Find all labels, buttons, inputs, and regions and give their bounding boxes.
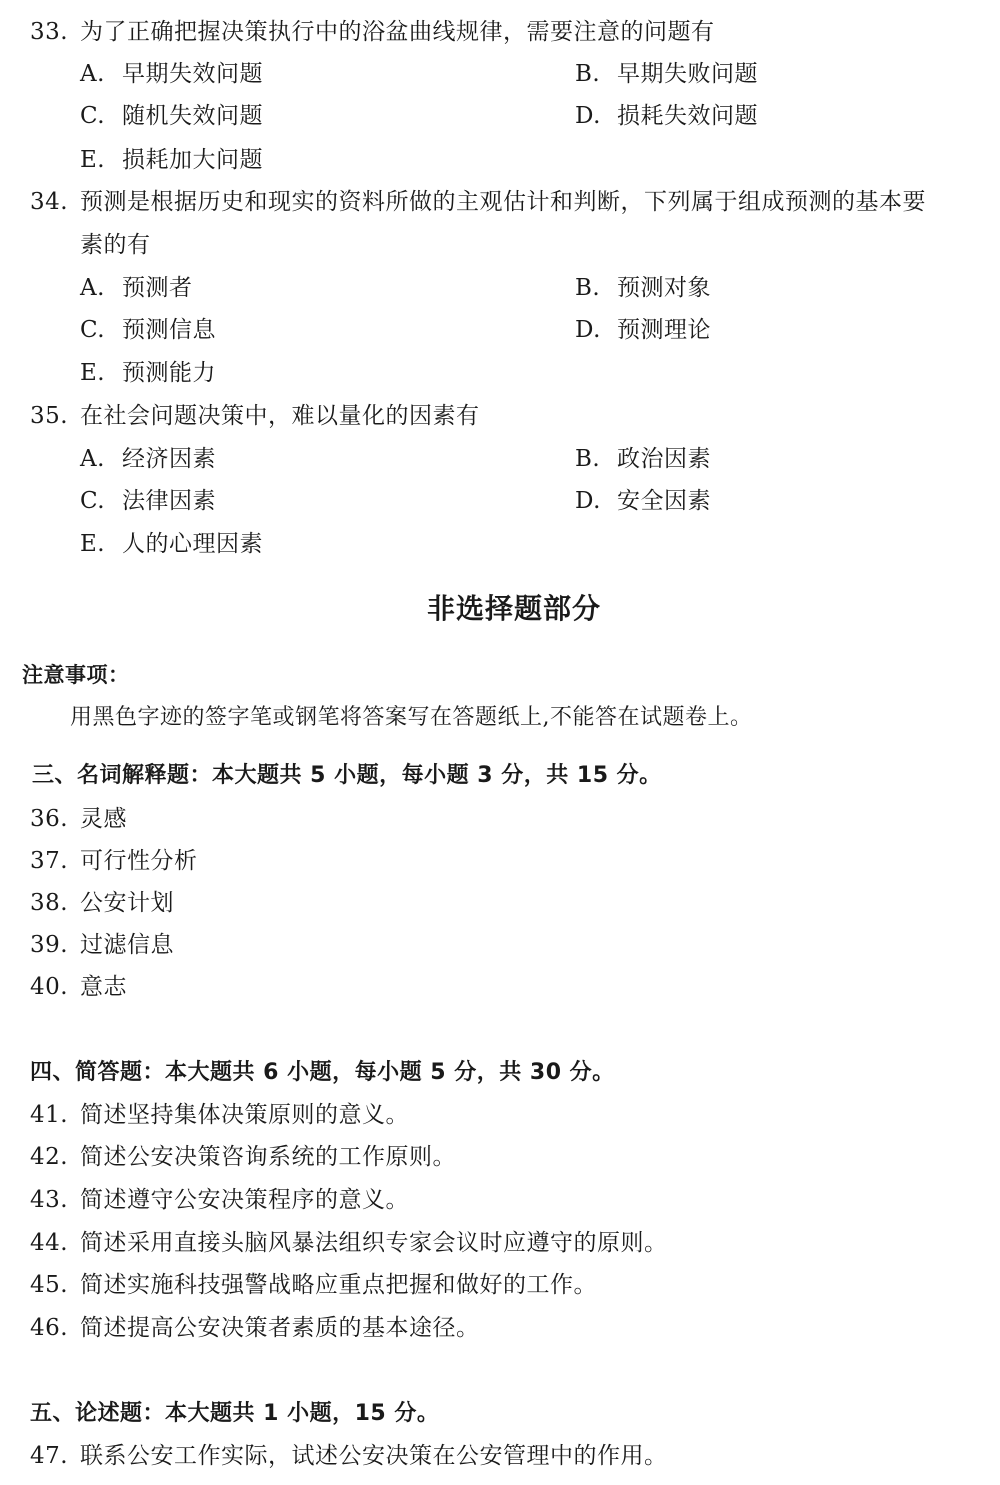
question-text-continued: 素的有: [80, 232, 151, 258]
list-item: [30, 1313, 480, 1343]
option-text: 经济因素: [122, 446, 216, 472]
option-letter: A.: [80, 61, 105, 87]
item-number: 47.: [30, 1443, 69, 1469]
option-letter: A.: [80, 275, 105, 301]
item-number: 45.: [30, 1272, 69, 1298]
question-stem: [30, 401, 480, 431]
option-letter: C.: [80, 103, 106, 129]
option-letter: A.: [80, 446, 105, 472]
option-c: [80, 315, 216, 345]
option-a: [80, 59, 263, 89]
option-text: 预测对象: [617, 275, 711, 301]
option-text: 早期失效问题: [122, 61, 263, 87]
item-number: 40.: [30, 974, 69, 1000]
item-number: 44.: [30, 1230, 69, 1256]
option-letter: E.: [80, 147, 106, 173]
section-heading: 三、名词解释题：本大题共 5 小题，每小题 3 分，共 15 分。: [32, 763, 662, 788]
option-c: [80, 101, 263, 131]
option-letter: E.: [80, 531, 106, 557]
option-a: [80, 444, 216, 474]
notice-label: 注意事项：: [22, 663, 130, 687]
option-b: [575, 273, 711, 303]
list-item: [30, 888, 174, 918]
item-text: 简述公安决策咨询系统的工作原则。: [80, 1144, 456, 1170]
option-d: [575, 101, 758, 131]
option-letter: B.: [575, 61, 601, 87]
item-number: 43.: [30, 1187, 69, 1213]
option-d: [575, 315, 711, 345]
list-item: [30, 972, 127, 1002]
question-text: 在社会问题决策中，难以量化的因素有: [80, 403, 480, 429]
item-text: 灵感: [80, 806, 127, 832]
question-number: 34.: [30, 189, 69, 215]
option-letter: C.: [80, 317, 106, 343]
item-text: 联系公安工作实际，试述公安决策在公安管理中的作用。: [80, 1443, 668, 1469]
item-text: 简述坚持集体决策原则的意义。: [80, 1102, 409, 1128]
item-text: 意志: [80, 974, 127, 1000]
list-item: [30, 846, 198, 876]
question-number: 33.: [30, 19, 69, 45]
option-text: 预测能力: [122, 360, 216, 386]
option-text: 政治因素: [617, 446, 711, 472]
option-letter: D.: [575, 103, 601, 129]
item-number: 36.: [30, 806, 69, 832]
item-text: 简述提高公安决策者素质的基本途径。: [80, 1315, 480, 1341]
item-text: 过滤信息: [80, 932, 174, 958]
option-text: 早期失败问题: [617, 61, 758, 87]
option-text: 损耗加大问题: [122, 147, 263, 173]
item-text: 公安计划: [80, 890, 174, 916]
part-title: 非选择题部分: [426, 592, 601, 625]
option-text: 预测理论: [617, 317, 711, 343]
list-item: [30, 1185, 409, 1215]
item-number: 38.: [30, 890, 69, 916]
option-text: 法律因素: [122, 488, 216, 514]
item-text: 简述遵守公安决策程序的意义。: [80, 1187, 409, 1213]
list-item: [30, 1228, 668, 1258]
item-number: 37.: [30, 848, 69, 874]
notice-text: 用黑色字迹的签字笔或钢笔将答案写在答题纸上,不能答在试题卷上。: [70, 705, 753, 730]
option-e: [80, 358, 216, 388]
list-item: [30, 1142, 456, 1172]
item-text: 可行性分析: [80, 848, 198, 874]
option-letter: C.: [80, 488, 106, 514]
question-text: 为了正确把握决策执行中的浴盆曲线规律，需要注意的问题有: [80, 19, 715, 45]
option-a: [80, 273, 193, 303]
item-number: 39.: [30, 932, 69, 958]
list-item: [30, 804, 127, 834]
question-stem: [30, 17, 715, 47]
item-number: 46.: [30, 1315, 69, 1341]
list-item: [30, 1441, 668, 1471]
question-stem: [30, 187, 926, 217]
list-item: [30, 1100, 409, 1130]
option-letter: B.: [575, 446, 601, 472]
section-heading: 四、简答题：本大题共 6 小题，每小题 5 分，共 30 分。: [30, 1060, 615, 1085]
option-text: 损耗失效问题: [617, 103, 758, 129]
option-letter: B.: [575, 275, 601, 301]
question-number: 35.: [30, 403, 69, 429]
option-d: [575, 486, 711, 516]
item-number: 42.: [30, 1144, 69, 1170]
option-b: [575, 59, 758, 89]
question-text: 预测是根据历史和现实的资料所做的主观估计和判断，下列属于组成预测的基本要: [80, 189, 926, 215]
option-c: [80, 486, 216, 516]
option-text: 安全因素: [617, 488, 711, 514]
option-e: [80, 529, 263, 559]
list-item: [30, 1270, 597, 1300]
option-letter: D.: [575, 488, 601, 514]
option-text: 预测信息: [122, 317, 216, 343]
option-text: 预测者: [122, 275, 193, 301]
option-text: 随机失效问题: [122, 103, 263, 129]
option-letter: D.: [575, 317, 601, 343]
item-text: 简述实施科技强警战略应重点把握和做好的工作。: [80, 1272, 597, 1298]
option-letter: E.: [80, 360, 106, 386]
option-text: 人的心理因素: [122, 531, 263, 557]
section-heading: 五、论述题：本大题共 1 小题，15 分。: [30, 1401, 440, 1426]
item-number: 41.: [30, 1102, 69, 1128]
item-text: 简述采用直接头脑风暴法组织专家会议时应遵守的原则。: [80, 1230, 668, 1256]
list-item: [30, 930, 174, 960]
option-b: [575, 444, 711, 474]
option-e: [80, 145, 263, 175]
